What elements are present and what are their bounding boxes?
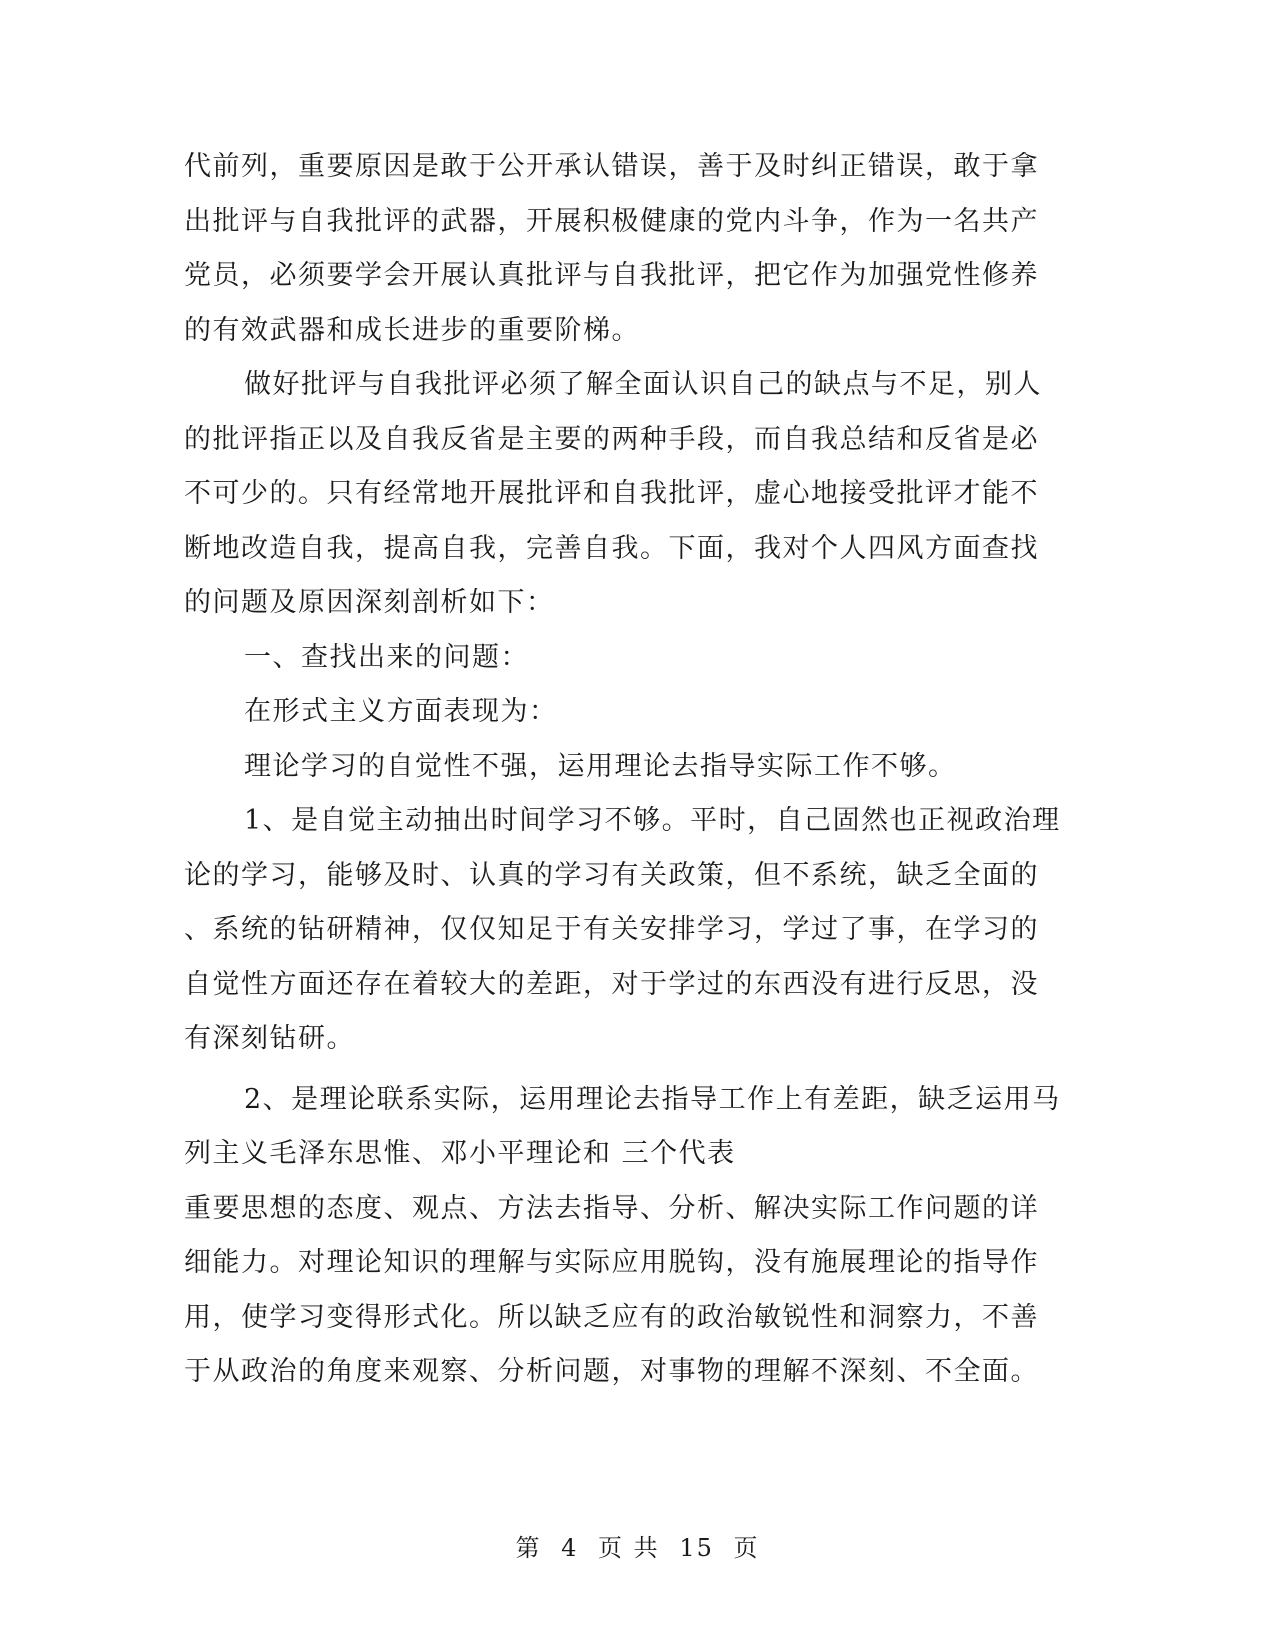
- paragraph-line: 有深刻钻研。: [184, 1023, 355, 1054]
- document-body: [184, 140, 1064, 1400]
- paragraph-line: 于从政治的角度来观察、分析问题，对事物的理解不深刻、不全面。: [184, 1356, 1039, 1387]
- paragraph-line: 2、是理论联系实际，运用理论去指导工作上有差距，缺乏运用马: [244, 1083, 1061, 1115]
- paragraph-line: 党员，必须要学会开展认真批评与自我批评，把它作为加强党性修养: [184, 260, 1039, 291]
- subsection-heading: 在形式主义方面表现为：: [244, 696, 558, 727]
- paragraph-line: 细能力。对理论知识的理解与实际应用脱钩，没有施展理论的指导作: [184, 1247, 1039, 1278]
- paragraph-line: 断地改造自我，提高自我，完善自我。下面，我对个人四风方面查找: [184, 532, 1039, 564]
- paragraph-line: 1、是自觉主动抽出时间学习不够。平时，自己固然也正视政治理: [244, 805, 1061, 836]
- paragraph-line: 列主义毛泽东思惟、邓小平理论和 三个代表: [184, 1138, 736, 1169]
- section-heading: 一、查找出来的问题：: [244, 641, 529, 673]
- paragraph-line: 做好批评与自我批评必须了解全面认识自己的缺点与不足，别人: [244, 369, 1042, 400]
- paragraph-line: 代前列，重要原因是敢于公开承认错误，善于及时纠正错误，敢于拿: [184, 151, 1039, 182]
- footer-mid: 页 共: [598, 1534, 660, 1562]
- footer-total-pages: 15: [679, 1534, 714, 1562]
- page-footer: [0, 1528, 1275, 1563]
- footer-prefix: 第: [515, 1534, 542, 1562]
- paragraph-line: 重要思想的态度、观点、方法去指导、分析、解决实际工作问题的详: [184, 1192, 1039, 1224]
- paragraph-line: 、系统的钻研精神，仅仅知足于有关安排学习，学过了事，在学习的: [184, 914, 1039, 945]
- paragraph-line: 自觉性方面还存在着较大的差距，对于学过的东西没有进行反思，没: [184, 968, 1039, 1000]
- paragraph-line: 出批评与自我批评的武器，开展积极健康的党内斗争，作为一名共产: [184, 205, 1039, 237]
- paragraph-line: 论的学习，能够及时、认真的学习有关政策，但不系统，缺乏全面的: [184, 859, 1039, 891]
- footer-suffix: 页: [733, 1534, 760, 1562]
- paragraph-line: 理论学习的自觉性不强，运用理论去指导实际工作不够。: [244, 750, 957, 782]
- paragraph-line: 用，使学习变得形式化。所以缺乏应有的政治敏锐性和洞察力，不善: [184, 1301, 1039, 1333]
- paragraph-line: 的批评指正以及自我反省是主要的两种手段，而自我总结和反省是必: [184, 423, 1039, 455]
- paragraph-line: 不可少的。只有经常地开展批评和自我批评，虚心地接受批评才能不: [184, 478, 1039, 509]
- paragraph-line: 的有效武器和成长进步的重要阶梯。: [184, 314, 640, 346]
- footer-page-number: 4: [561, 1534, 579, 1562]
- paragraph-line: 的问题及原因深刻剖析如下：: [184, 587, 555, 618]
